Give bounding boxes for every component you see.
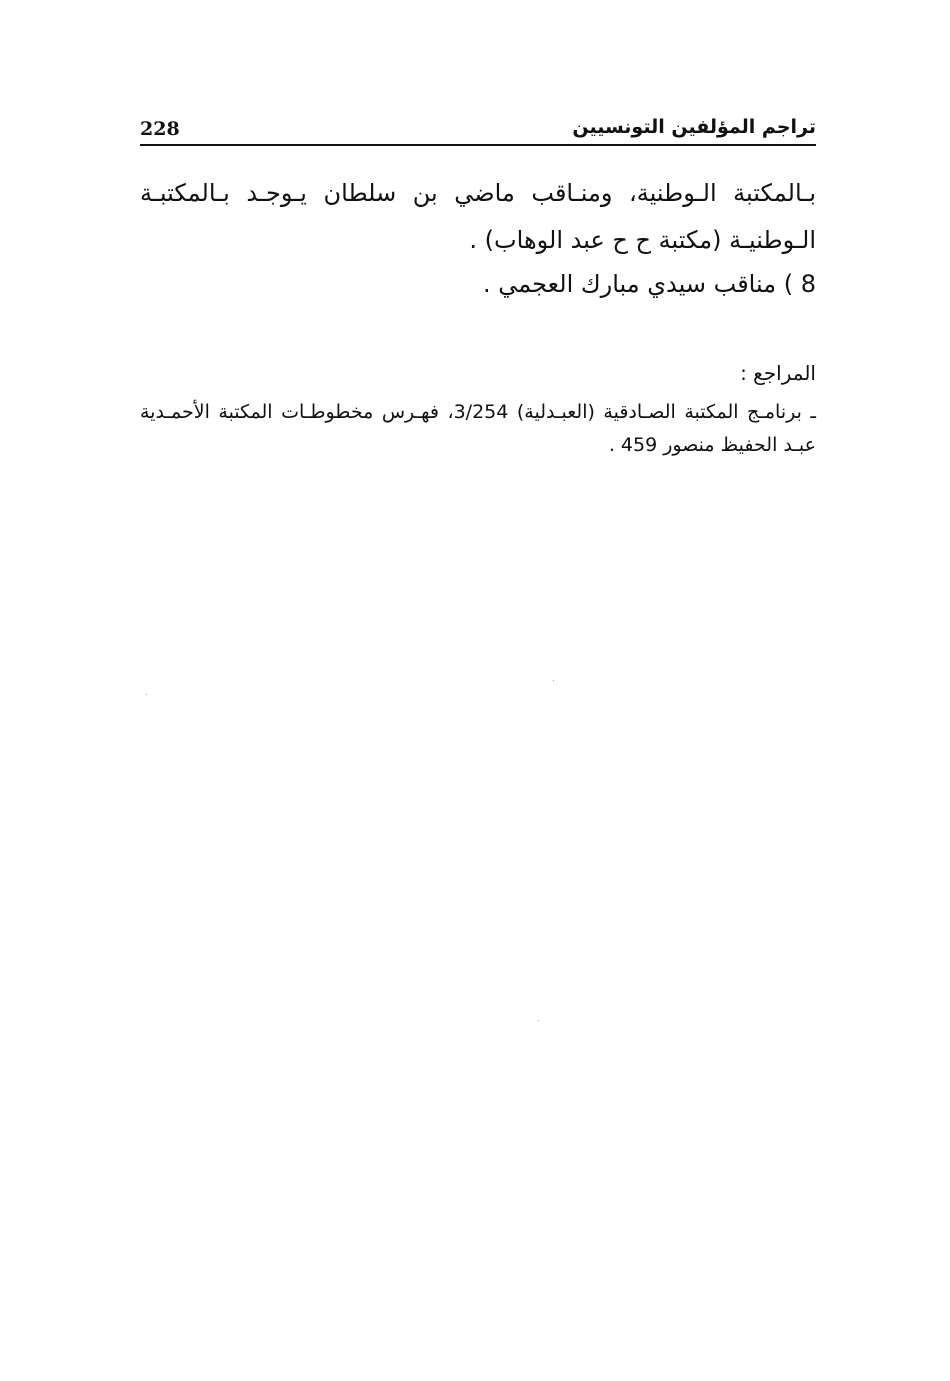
scan-speck — [553, 680, 554, 681]
scan-speck — [146, 694, 147, 695]
scan-speck — [538, 1020, 539, 1021]
continuation-paragraph: بـالمكتبة الـوطنية، ومنـاقب ماضي بن سلطان يـوجـد بـالمكتبـة الـوطنيـة (مكتبة ح ح عبد الوهاب) . — [140, 179, 816, 254]
running-title: تراجم المؤلفين التونسيين — [572, 116, 816, 138]
list-item-8: 8 ) مناقب سيدي مبارك العجمي . — [483, 270, 816, 298]
references-heading: المراجع : — [740, 361, 816, 385]
reference-entry: ـ برنامـج المكتبة الصـادقية (العبـدلية) 3/254، فهـرس مخطوطـات المكتبة الأحمـدية عبـد الحفيظ منصور 459 . — [140, 401, 816, 456]
page-number: 228 — [140, 118, 180, 140]
header-rule — [140, 144, 816, 146]
page-header — [140, 112, 816, 146]
